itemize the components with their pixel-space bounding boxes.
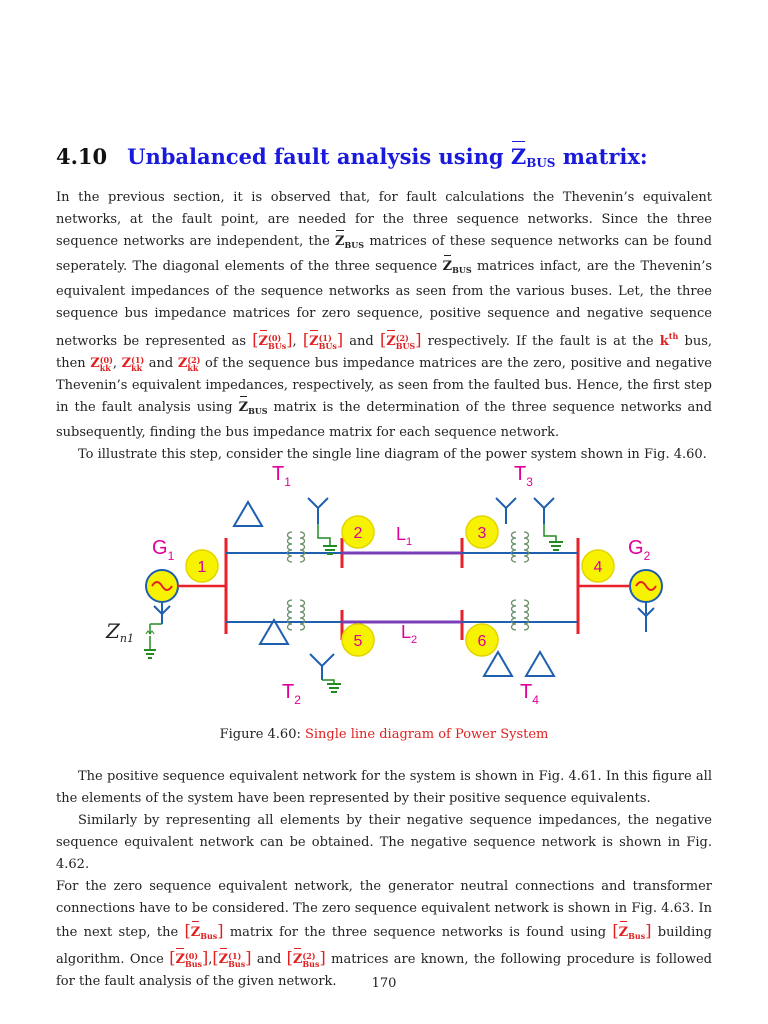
t2-wye-icon [310, 654, 334, 680]
z-bus-zero-seq: [ Z (0) BUs ] [252, 330, 293, 351]
section-number: 4.10 [56, 144, 108, 169]
t3-coil-right [524, 532, 529, 562]
z-bus-symbol: Z [335, 231, 345, 253]
z-bus-pos-seq: [ Z (1) BUs ] [302, 330, 344, 351]
zkk-pos: Z (1) kk [121, 354, 145, 373]
t2-delta-icon [260, 620, 288, 644]
svg-text:3: 3 [477, 525, 487, 542]
t1-wye-icon [308, 498, 328, 524]
z-bus-symbol: Z [511, 142, 526, 172]
t4-delta-left-icon [484, 652, 512, 676]
t3-label: $T_3$ [514, 463, 533, 489]
paragraph-illustrate: To illustrate this step, consider the single line diagram of the power system shown in Fig. 4.60. [78, 447, 707, 462]
svg-text:1: 1 [197, 559, 207, 576]
section-heading [56, 142, 648, 178]
section-title: Unbalanced fault analysis using ZBUS matrix: [127, 144, 647, 169]
zkk-zero: Z (0) kk [90, 354, 113, 373]
l2-label: $L_2$ [401, 622, 418, 646]
t4-coil-right [524, 600, 529, 630]
z-bus-symbol: Z [443, 256, 453, 278]
svg-text:6: 6 [477, 633, 487, 650]
g2-label: $G_2$ [628, 537, 651, 563]
z-bus-neg-seq: [ Z (2) BUS ] [379, 330, 422, 351]
t1-coil-left [288, 532, 293, 562]
t4-coil-left [512, 600, 517, 630]
svg-text:5: 5 [353, 633, 363, 650]
zn-label: $Z_{n1}$ [106, 619, 134, 645]
generator-g2-icon [630, 570, 662, 632]
t4-label: $T_4$ [520, 681, 539, 707]
t2-label: $T_2$ [282, 681, 301, 707]
t2-coil-left [288, 600, 293, 630]
t4-delta-right-icon [526, 652, 554, 676]
svg-text:4: 4 [593, 559, 603, 576]
l1-label: $L_1$ [396, 524, 413, 548]
svg-text:2: 2 [353, 525, 363, 542]
g1-label: $G_1$ [152, 537, 175, 563]
generator-g1-icon [144, 570, 178, 658]
page-number: 170 [371, 976, 397, 991]
single-line-diagram [96, 458, 672, 718]
t3-wye-left-icon [496, 498, 516, 524]
t1-label: $T_1$ [272, 463, 291, 489]
t1-delta-icon [234, 502, 262, 526]
paragraph-sequence-networks: The positive sequence equivalent network for the system is shown in Fig. 4.61. In this figure all the elements of the system have been represented by their positive sequence equivalents. Similarly by representing all elements by their negative sequence impedances, the negative sequence equivalent network can be obtained. The negative sequence network is shown in Fig. 4.62. For the zero sequence equivalent network, the generator neutral connections and transformer connections have to be considered. The zero sequence equivalent network is shown in Fig. 4.63. In the next step, the [ $Z_{Bus}$] matrix for the three sequence networks is found using [ $Z_{Bus}$] building algorithm. Once [ Z (0) Bus ],[ Z (1) Bus ] and [ Z (2) Bus ] matrices are known, the following procedure is followed for the fault analysis of the given network. [56, 769, 712, 989]
kth-symbol: $k^{th}$ [659, 331, 679, 349]
t3-coil-left [512, 532, 517, 562]
t2-coil-right [300, 600, 305, 630]
zkk-neg: Z (2) kk [177, 354, 201, 373]
t1-coil-right [300, 532, 305, 562]
figure-caption: Figure 4.60: Single line diagram of Power System [219, 727, 549, 742]
paragraph-intro: In the previous section, it is observed that, for fault calculations the Thevenin’s equivalent networks, at the fault point, are needed for the three sequence networks. Since the three sequence networks are independent, the $Z_{BUS}$ matrices of these sequence networks can be found seperately. The diagonal elements of the three sequence $Z_{BUS}$ matrices infact, are the Thevenin’s equivalent impedances of the sequence networks as seen from the various buses. Let, the three sequence bus impedance matrices for zero sequence, positive sequence and negative sequence networks be represented as [ Z (0) BUs ], [ Z (1) BUs ] and [ Z (2) BUS ] respectively. If the fault is at the $k^{th}$ bus, then Z (0) kk , Z (1) kk and Z (2) kk of the sequence bus impedance matrices are the zero, positive and negative Thevenin’s equivalent impedances, respectively, as seen from the faulted bus. Hence, the first step in the fault analysis using $Z_{BUS}$ matrix is the determination of the three sequence networks and subsequently, finding the bus impedance matrix for each sequence network. To illustrate this step, consider the single line diagram of the power system shown in Fig. 4.60. [56, 187, 712, 466]
t3-wye-right-icon [534, 498, 554, 524]
z-bus-symbol: Z [239, 397, 249, 419]
